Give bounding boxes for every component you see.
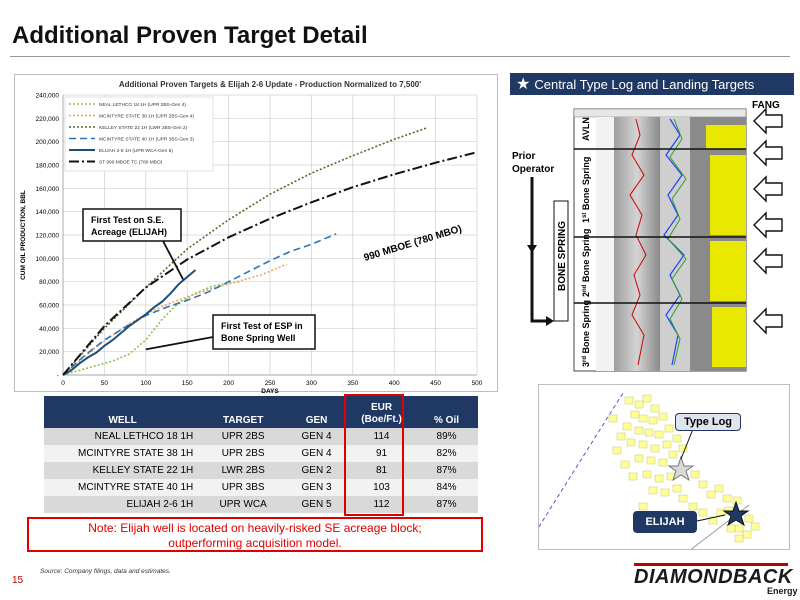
y-tick-label: 240,000 — [35, 92, 59, 100]
type-curve-label: 990 MBOE (780 MBO) — [362, 223, 464, 264]
type-log-pointer — [681, 429, 693, 459]
lease-block — [643, 395, 651, 402]
table-row — [44, 479, 478, 496]
cell-eur: 91 — [348, 445, 415, 462]
cell-gen: GEN 4 — [285, 428, 348, 445]
lease-block — [649, 487, 657, 494]
esp-callout-line2: Bone Spring Well — [221, 333, 296, 343]
y-tick-label: 200,000 — [35, 139, 59, 147]
lease-block — [651, 405, 659, 412]
legend-label: NEAL LETHCO 18 1H (UPR 2BS-Gen 4) — [99, 103, 186, 108]
header-oil: % Oil — [415, 396, 478, 428]
x-tick-label: 350 — [347, 380, 359, 387]
lease-block — [625, 397, 633, 404]
county-line — [539, 393, 623, 533]
zone-label-2bs: 2nd Bone Spring — [581, 228, 591, 297]
y-tick-label: 40,000 — [39, 325, 59, 333]
target-arrow-icon — [754, 109, 782, 133]
bone-spring-label: BONE SPRING — [557, 220, 568, 291]
cell-oil: 84% — [415, 479, 478, 496]
page-title: Additional Proven Target Detail — [12, 22, 368, 49]
lease-block — [691, 471, 699, 478]
target-arrow-icon — [754, 141, 782, 165]
cell-target: UPR 2BS — [201, 445, 285, 462]
lease-block — [743, 531, 751, 538]
lease-block — [627, 439, 635, 446]
target-arrow-icon — [754, 309, 782, 333]
legend-label: ST 990 MBOE TC (780 MBO) — [99, 160, 163, 166]
x-tick-label: 300 — [305, 380, 317, 387]
lease-block — [635, 427, 643, 434]
lease-block — [745, 515, 753, 522]
header-eur-line2: (Boe/Ft.) — [361, 414, 402, 425]
lease-block — [613, 447, 621, 454]
x-tick-label: 400 — [388, 380, 400, 387]
x-tick-label: 50 — [100, 380, 109, 387]
lease-block — [655, 431, 663, 438]
esp-callout-arrow — [146, 337, 213, 349]
lease-block — [707, 491, 715, 498]
log-track-header — [574, 109, 746, 117]
type-log-callout: Type Log — [675, 413, 741, 431]
lease-block — [659, 413, 667, 420]
type-log-figure — [510, 95, 794, 375]
production-chart — [15, 75, 499, 393]
elijah-note — [27, 517, 483, 552]
lease-block — [665, 425, 673, 432]
zone-label-avln: AVLN — [581, 117, 591, 141]
header-gen: GEN — [285, 396, 348, 428]
table-row — [44, 462, 478, 479]
cell-target: LWR 2BS — [201, 462, 285, 479]
y-tick-label: 100,000 — [35, 255, 59, 263]
cell-eur: 103 — [348, 479, 415, 496]
series-line — [63, 234, 336, 375]
x-tick-label: 500 — [471, 380, 483, 387]
lease-block — [645, 429, 653, 436]
x-tick-label: 450 — [430, 380, 442, 387]
star-icon: ★ — [516, 76, 531, 93]
chart-title: Additional Proven Targets & Elijah 2-6 Update - Production Normalized to 7,500' — [118, 80, 422, 89]
lease-block — [733, 497, 741, 504]
table-row — [44, 496, 478, 513]
y-tick-label: 180,000 — [35, 162, 59, 170]
lease-block — [669, 451, 677, 458]
table-row — [44, 445, 478, 462]
lease-block — [735, 535, 743, 542]
target-arrow-icon — [754, 213, 782, 237]
lease-block — [635, 401, 643, 408]
cell-target: UPR 3BS — [201, 479, 285, 496]
type-log-header — [510, 73, 794, 95]
lease-block — [689, 503, 697, 510]
arrow-head-icon — [546, 316, 554, 326]
page-number: 15 — [12, 575, 24, 586]
cell-well: ELIJAH 2-6 1H — [44, 496, 201, 513]
note-line-1: Note: Elijah well is located on heavily-risked SE acreage block; — [88, 521, 422, 535]
lease-block — [651, 445, 659, 452]
y-tick-label: 20,000 — [39, 349, 59, 357]
lease-block — [659, 459, 667, 466]
cell-eur: 81 — [348, 462, 415, 479]
type-log-panel — [510, 95, 794, 375]
arrow-head-icon — [527, 245, 537, 253]
lease-block — [673, 485, 681, 492]
lease-block — [635, 455, 643, 462]
y-tick-label: 140,000 — [35, 209, 59, 217]
wells-table — [44, 396, 478, 513]
lease-block — [655, 475, 663, 482]
depth-track — [596, 117, 614, 371]
type-log-title: Central Type Log and Landing Targets — [534, 76, 755, 92]
resistivity-track — [614, 117, 660, 371]
prior-operator-line1: Prior — [512, 151, 536, 162]
esp-callout-line1: First Test of ESP in — [221, 321, 303, 331]
x-tick-label: 100 — [140, 380, 152, 387]
lease-block — [647, 457, 655, 464]
cell-well: KELLEY STATE 22 1H — [44, 462, 201, 479]
lease-block — [621, 461, 629, 468]
x-axis-label: DAYS — [261, 388, 279, 393]
legend-label: MCINTYRE STATE 38 1H (UPR 2BS-Gen 4) — [99, 114, 194, 120]
cell-gen: GEN 3 — [285, 479, 348, 496]
cell-eur: 112 — [348, 496, 415, 513]
cell-target: UPR 2BS — [201, 428, 285, 445]
lease-block — [661, 489, 669, 496]
elijah-callout: ELIJAH — [633, 511, 697, 533]
cell-gen: GEN 4 — [285, 445, 348, 462]
x-tick-label: 150 — [181, 380, 193, 387]
eur-highlight-box — [344, 394, 404, 516]
cell-well: MCINTYRE STATE 38 1H — [44, 445, 201, 462]
header-target: TARGET — [201, 396, 285, 428]
target-arrow-icon — [754, 177, 782, 201]
lease-block — [673, 435, 681, 442]
y-tick-label: 220,000 — [35, 115, 59, 123]
lease-block — [699, 481, 707, 488]
elijah-callout-line1: First Test on S.E. — [91, 215, 164, 225]
legend-label: ELIJAH 2-6 1H (UPR WCA-Gen 5) — [99, 149, 173, 154]
lease-block — [631, 411, 639, 418]
note-line-2: outperforming acquisition model. — [168, 536, 342, 550]
y-axis-label: CUM OIL PRODUCTION, BBL — [20, 190, 27, 280]
zone-label-3bs: 3rd Bone Spring — [581, 299, 591, 367]
company-logo: DIAMONDBACK — [634, 566, 793, 588]
table-header-row — [44, 396, 478, 428]
acreage-map — [538, 384, 790, 550]
y-tick-label: - — [56, 372, 59, 380]
lease-block — [639, 415, 647, 422]
cell-oil: 82% — [415, 445, 478, 462]
cell-target: UPR WCA — [201, 496, 285, 513]
table-row — [44, 428, 478, 445]
cell-gen: GEN 5 — [285, 496, 348, 513]
cell-eur: 114 — [348, 428, 415, 445]
lease-block — [643, 471, 651, 478]
lease-block — [679, 495, 687, 502]
lease-block — [623, 423, 631, 430]
lease-block — [723, 495, 731, 502]
cell-oil: 87% — [415, 462, 478, 479]
cell-well: MCINTYRE STATE 40 1H — [44, 479, 201, 496]
lease-block — [609, 415, 617, 422]
y-tick-label: 160,000 — [35, 185, 59, 193]
legend-label: KELLEY STATE 22 1H (LWR 2BS-Gen 2) — [99, 126, 188, 131]
company-logo-sub: Energy — [767, 586, 798, 596]
source-note: Source: Company filings, data and estimates. — [40, 568, 171, 575]
lease-block — [751, 523, 759, 530]
y-tick-label: 60,000 — [39, 302, 59, 310]
lease-block — [629, 473, 637, 480]
lease-block — [639, 441, 647, 448]
production-chart-panel — [14, 74, 498, 392]
lease-block — [699, 509, 707, 516]
lith-yellow-1 — [706, 125, 746, 149]
title-divider — [10, 56, 790, 57]
lease-block — [727, 525, 735, 532]
cell-gen: GEN 2 — [285, 462, 348, 479]
y-tick-label: 80,000 — [39, 279, 59, 287]
x-tick-label: 250 — [264, 380, 276, 387]
zone-label-1bs: 1st Bone Spring — [581, 156, 591, 223]
elijah-callout-line2: Acreage (ELIJAH) — [91, 227, 168, 237]
lease-block — [639, 503, 647, 510]
lease-block — [663, 441, 671, 448]
cell-well: NEAL LETHCO 18 1H — [44, 428, 201, 445]
lease-block — [715, 485, 723, 492]
lease-block — [735, 525, 743, 532]
lith-yellow-2 — [710, 155, 746, 235]
y-tick-label: 120,000 — [35, 232, 59, 240]
header-well: WELL — [44, 396, 201, 428]
cell-oil: 87% — [415, 496, 478, 513]
porosity-track — [660, 117, 690, 371]
prior-operator-line2: Operator — [512, 164, 555, 175]
header-eur-line1: EUR — [370, 402, 393, 413]
x-tick-label: 0 — [61, 380, 65, 387]
cell-oil: 89% — [415, 428, 478, 445]
lith-yellow-4 — [712, 307, 746, 367]
target-arrow-icon — [754, 249, 782, 273]
fang-label: FANG — [752, 100, 780, 111]
legend-label: MCINTYRE STATE 40 1H (UPR 3BS-Gen 3) — [99, 137, 194, 143]
lease-block — [649, 417, 657, 424]
lith-yellow-3 — [710, 241, 746, 301]
lease-block — [617, 433, 625, 440]
x-tick-label: 200 — [223, 380, 235, 387]
fang-target-arrows — [754, 109, 782, 333]
